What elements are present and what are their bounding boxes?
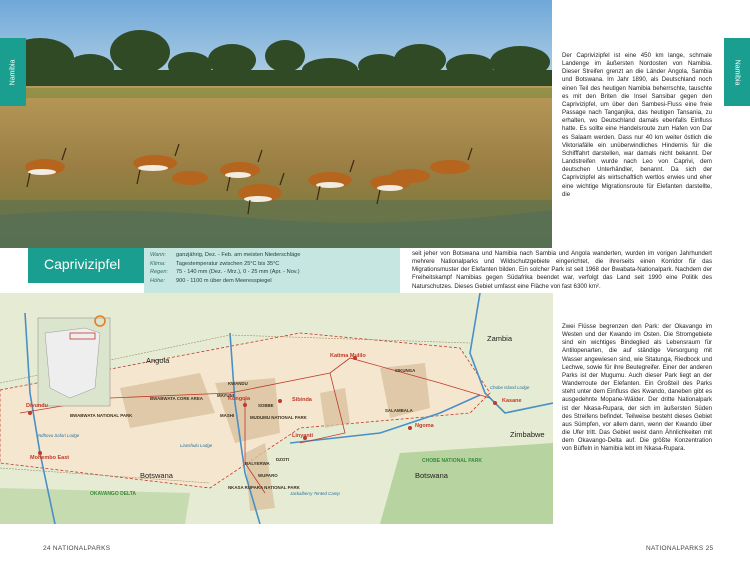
map-label-bwabwata-core: BWABWATA CORE AREA [150, 396, 203, 401]
map-label-bwabwata: BWABWATA NATIONAL PARK [70, 413, 133, 418]
map-label-lianshulu: Lianshulu Lodge [180, 443, 213, 448]
fact-row-rain [150, 268, 394, 277]
map-label-okavango: OKAVANGO DELTA [90, 491, 137, 497]
map-label-chobe: CHOBE NATIONAL PARK [422, 458, 482, 464]
body-text-column-top: Der Caprivizipfel ist eine 450 km lange, schmale Landenge im äußersten Nordosten von Namibia. Dieser Streifen grenzt an die Länder Angola, Sambia und Botswana. Im Jahr 1890, als Deutschland noch einen Teil des heutigen Namibia beherrschte, tauschte es mit den Briten die Insel Sansibar gegen den Caprivizipfel, um über den Sambesi-Fluss eine freie Passage nach Tanganjika, das heutigen Tansania, zu erhalten, wo Deutschland damals ebenfalls Einfluss hatte. Es sollte eine Handelsroute zum Hafen von Dar es Salaam werden. Dass nur 40 km weiter östlich die Viktoriafälle ein unüberwindliches Hindernis für die Schifffahrt darstellen, war damals nicht bekannt. Der Landstreifen wurde nach Leo von Caprivi, dem deutschen Unterhändler, benannt. Da sich der Caprivizipfel als wirtschaftlich wertlos erwies und eher eine wichtige Migrationsroute für Elefanten darstellte, die [562, 52, 712, 198]
fact-value: ganzjährig, Dez. - Feb. am meisten Niederschläge [176, 252, 301, 258]
map-label-kwandu: KWANDU [228, 381, 248, 386]
section-tab-left [0, 38, 26, 106]
caprivi-map [0, 293, 553, 524]
map-label-zambia: Zambia [487, 334, 513, 343]
fact-key: Regen: [150, 269, 169, 276]
map-label-mayuni: MAYUNI [217, 393, 234, 398]
map-label-botswana-west: Botswana [140, 471, 173, 480]
section-tab-left-label: Namibia [9, 59, 17, 85]
map-label-chobe-lodge: Chobe Island Lodge [490, 385, 530, 390]
map-label-mudumu: MUDUMU NATIONAL PARK [250, 415, 307, 420]
fact-row-climate [150, 260, 394, 269]
footer-right: NATIONALPARKS 25 [646, 545, 714, 552]
fact-key: Wann: [150, 252, 167, 258]
section-tab-right [724, 38, 750, 106]
article-title: Caprivizipfel [28, 248, 144, 283]
map-label-jackalberry: Jackalberry Tented Camp [290, 491, 340, 496]
body-text-wide: seit jeher von Botswana und Namibia nach Sambia und Angola wanderten, wurden im vorigen Jahrhundert mehrere Nationalparks und Wildschutzgebiete eingerichtet, die ihrerseits einen Korridor für das Migrationsmuster der Elefanten bilden. Ein solcher Park ist seit 1968 der Bwabata-Nationalpark. Nachdem der Freiheitskampf Namibias gegen Südafrika beendet war, verfolgt das Land seit 1990 eine Politik des Naturschutzes. Dieses Gebiet umfasst eine Fläche von fast 6300 km². [412, 250, 712, 290]
fact-row-altitude [150, 277, 394, 286]
section-tab-right-label: Namibia [733, 59, 741, 85]
map-label-katima: Katima Mulilo [330, 353, 366, 359]
map-label-botswana-east: Botswana [415, 471, 448, 480]
map-label-wuparo: WUPARO [258, 473, 278, 478]
map-label-linyanti: Linyanti [292, 433, 314, 439]
map-label-zimbabwe: Zimbabwe [510, 430, 545, 439]
map-label-nkasa: NKASA RUPARA NATIONAL PARK [228, 485, 300, 490]
map-label-sobbe: SOBBE [258, 403, 274, 408]
map-label-ngoma: Ngoma [415, 423, 434, 429]
fact-key: Höhe: [150, 277, 165, 284]
map-label-balyerwa: BALYERWA [245, 461, 270, 466]
fact-key: Klima: [150, 260, 166, 267]
fact-value: 75 - 140 mm (Dez. - Mrz.), 0 - 25 mm (Apr. - Nov.) [176, 269, 300, 276]
map-label-salambala: SALAMBALA [385, 408, 413, 413]
map-label-ndhovu: Ndhovu Safari Lodge [38, 433, 80, 438]
body-text-column-bottom: Zwei Flüsse begrenzen den Park: der Okavango im Westen und der Kwando im Osten. Die Stromgebiete sind ein wichtiges Bindeglied als Lebensraum für Antilopenarten, die auf ständige Versorgung mit Wasser angewiesen sind, wie Sitatunga, Riedbock und Lechwe, sowie für ihre Beutegreifer. Einer der anderen Parks ist der Mugumu. Auch dieser Park liegt an der Wanderroute der Elefanten. Ein Großteil des Parks steht unter dem Einfluss des Kwando, daneben gibt es ausgedehnte Mopane-Wälder. Der dritte Nationalpark ist der Nkasa-Rupara, der sich im äußersten Süden des Streifens befindet. Teilweise besteht dieses Gebiet aus Sümpfen, vor allem dann, wenn der Kwando über die Ufer tritt. Das Gebiet weist dann Ähnlichkeiten mit dem Okavango-Delta auf. Die größte Konzentration von Büffeln in Namibia lebt im Nkasa-Rupara. [562, 323, 712, 453]
map-label-kasane: Kasane [502, 398, 522, 404]
map-label-sikunga: SIKUNGA [395, 368, 416, 373]
fact-value: 900 - 1100 m über dem Meeresspiegel [176, 277, 272, 284]
map-label-divundu: Divundu [26, 403, 48, 409]
fact-row-when [150, 251, 394, 260]
map-label-dzoti: DZOTI [276, 457, 290, 462]
fact-box [144, 248, 400, 293]
map-label-mashi: MASHI [220, 413, 235, 418]
fact-value: Tagestemperatur zwischen 25°C bis 35°C [176, 260, 280, 267]
map-label-angola: Angola [146, 356, 170, 365]
map-label-kongola: Kongola [228, 396, 250, 402]
antelope-photo [0, 0, 552, 248]
map-label-mohembo: Mohembo East [30, 455, 70, 461]
footer-left: 24 NATIONALPARKS [43, 545, 111, 552]
map-label-sibinda: Sibinda [292, 397, 312, 403]
